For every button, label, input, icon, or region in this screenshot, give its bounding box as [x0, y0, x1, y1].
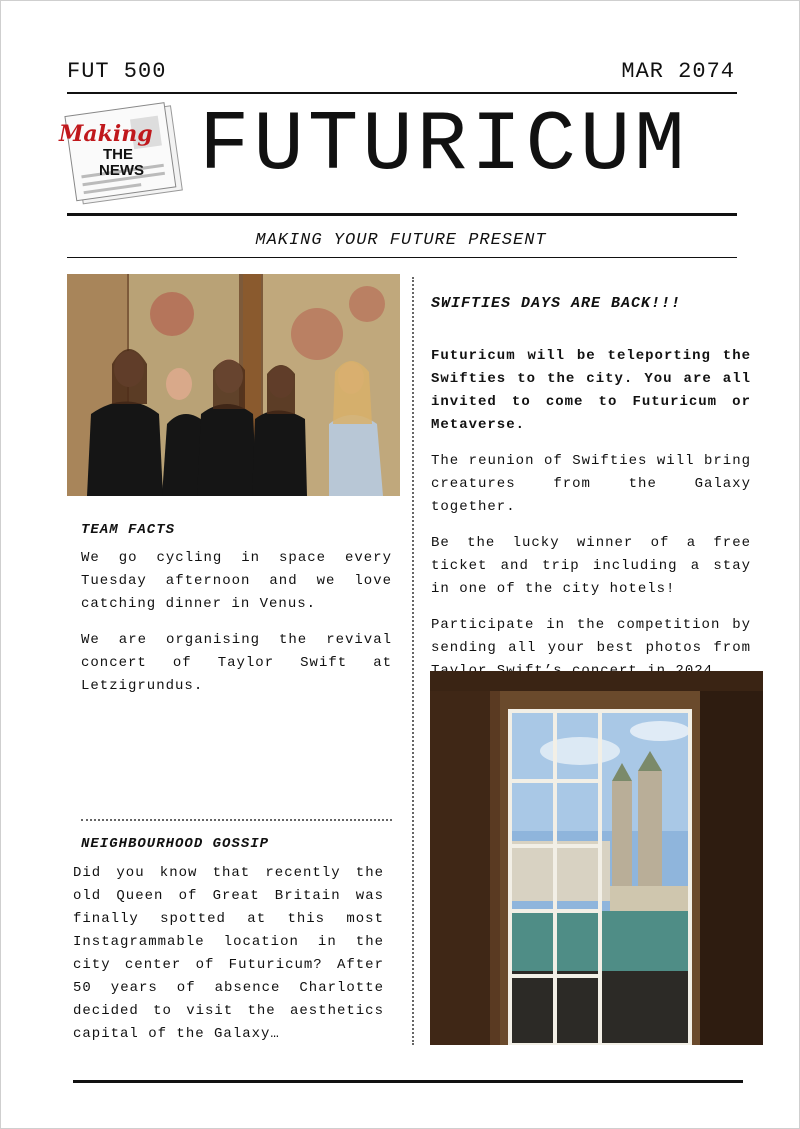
issue-date: MAR 2074: [621, 59, 735, 84]
logo-text-making: Making: [59, 121, 153, 147]
swifties-heading: SWIFTIES DAYS ARE BACK!!!: [431, 295, 682, 312]
team-photo: [67, 274, 400, 496]
making-the-news-logo: [57, 101, 187, 206]
team-facts-heading: TEAM FACTS: [81, 522, 176, 538]
swifties-paragraph: Participate in the competition by sending all your best photos from: [431, 617, 751, 656]
column-divider: [412, 277, 414, 1045]
window-view-photo: [430, 671, 763, 1045]
masthead-bottom-rule: [67, 213, 737, 216]
section-divider: [81, 819, 392, 821]
gossip-text: [73, 862, 384, 1059]
tagline: MAKING YOUR FUTURE PRESENT: [255, 231, 547, 250]
team-facts-paragraph: We are organising the revival concert of Taylor Swift at Letzigrundus.: [81, 632, 392, 694]
team-facts-text: [81, 547, 392, 711]
footer-rule: [73, 1080, 743, 1083]
logo-text-the: THE: [103, 146, 133, 163]
issue-number: FUT 500: [67, 59, 167, 84]
gossip-paragraph: Did you know that recently the old Queen of Great Britain was finally spotted at this most Instagrammable location in the city center of Futuricum? After 50 years of absence Charlotte decided to visit the aesthetics capital of the Galaxy…: [73, 865, 384, 1042]
swifties-text: [431, 345, 751, 696]
logo-text-news: NEWS: [99, 162, 144, 179]
tagline-rule: [67, 257, 737, 258]
team-facts-paragraph: We go cycling in space every Tuesday afternoon and we love catching dinner in Venus.: [81, 550, 392, 612]
newspaper-title: FUTURICUM: [199, 99, 689, 194]
swifties-paragraph: Be the lucky winner of a free ticket and trip including a stay in one of the city hotels!: [431, 535, 751, 597]
gossip-heading: NEIGHBOURHOOD GOSSIP: [81, 836, 270, 852]
swifties-lede: Futuricum will be teleporting the Swifties to the city. You are all invited to come to Futuricum or Metaverse.: [431, 348, 751, 433]
masthead-top-rule: [67, 92, 737, 94]
swifties-paragraph: The reunion of Swifties will bring creatures from the Galaxy together.: [431, 453, 751, 515]
